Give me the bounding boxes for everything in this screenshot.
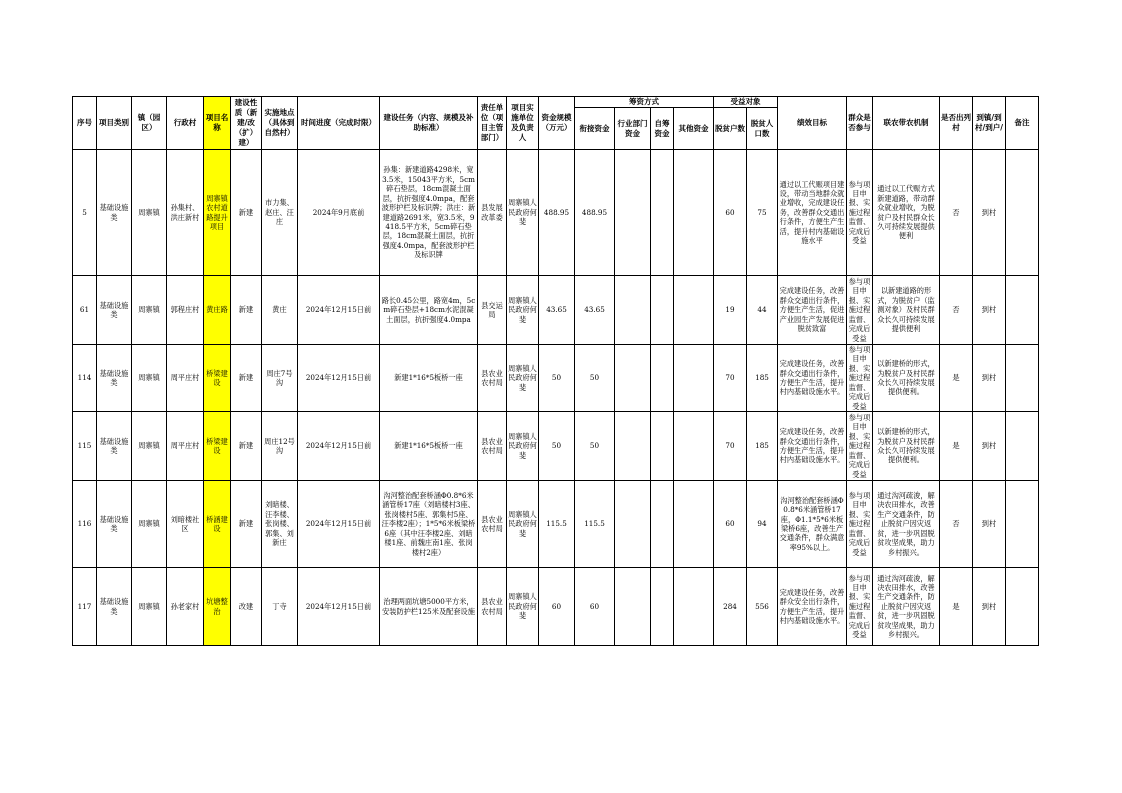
fund-industry-cell <box>615 276 651 345</box>
header-implementing-unit: 项目实施单位及负责人 <box>507 97 539 150</box>
funding-scale-cell: 488.95 <box>539 150 575 276</box>
mechanism-cell: 通过沟河疏浚，解决农田排水，改善生产交通条件，防止脱贫户因灾返贫，进一步巩固脱贫攻坚成果，助力乡村振兴。 <box>873 568 940 646</box>
implementing-unit-cell: 周寨镇人民政府何斐 <box>507 481 539 568</box>
location-cell: 丁寺 <box>262 568 298 646</box>
reach-cell: 到村 <box>973 276 1006 345</box>
fund-linked-cell: 115.5 <box>575 481 615 568</box>
header-participation: 群众是否参与 <box>847 97 873 150</box>
progress-cell: 2024年12月15日前 <box>298 276 380 345</box>
funding-scale-cell: 43.65 <box>539 276 575 345</box>
town-cell: 周寨镇 <box>132 345 167 412</box>
responsible-unit-cell: 县农业农村局 <box>478 345 507 412</box>
build-type-cell: 新建 <box>231 276 262 345</box>
header-fund-industry: 行业部门资金 <box>615 108 651 150</box>
fund-other-cell <box>674 568 714 646</box>
header-poor-households: 脱贫户数 <box>714 108 747 150</box>
build-type-cell: 新建 <box>231 481 262 568</box>
participation-cell: 参与项目申报、实施过程监督、完成后受益 <box>847 568 873 646</box>
project-table <box>72 96 1039 646</box>
poor-households-cell: 70 <box>714 412 747 481</box>
table-row <box>73 276 1039 345</box>
progress-cell: 2024年12月15日前 <box>298 481 380 568</box>
responsible-unit-cell: 县农业农村局 <box>478 412 507 481</box>
town-cell: 周寨镇 <box>132 481 167 568</box>
funding-scale-cell: 50 <box>539 412 575 481</box>
poor-households-cell: 60 <box>714 150 747 276</box>
town-cell: 周寨镇 <box>132 150 167 276</box>
project-name-cell: 周寨镇农村道路提升项目 <box>204 150 231 276</box>
reach-cell: 到村 <box>973 568 1006 646</box>
poor-people-cell: 556 <box>747 568 778 646</box>
town-cell: 周寨镇 <box>132 276 167 345</box>
row-number: 117 <box>73 568 97 646</box>
poor-households-cell: 60 <box>714 481 747 568</box>
fund-self-cell <box>651 345 674 412</box>
build-type-cell: 新建 <box>231 412 262 481</box>
fund-self-cell <box>651 412 674 481</box>
location-cell: 黄庄 <box>262 276 298 345</box>
header-build-type: 建设性质（新建/改（扩）建） <box>231 97 262 150</box>
responsible-unit-cell: 县农业农村局 <box>478 481 507 568</box>
task-cell: 新建1*16*5板桥一座 <box>380 412 478 481</box>
build-type-cell: 新建 <box>231 150 262 276</box>
mechanism-cell: 以新建桥的形式，为脱贫户及村民群众长久可持续发展提供便利。 <box>873 345 940 412</box>
header-progress: 时间进度（完成时限） <box>298 97 380 150</box>
category-cell: 基础设施类 <box>97 345 132 412</box>
fund-self-cell <box>651 150 674 276</box>
row-number: 116 <box>73 481 97 568</box>
header-goal: 绩效目标 <box>778 97 847 150</box>
poor-people-cell: 94 <box>747 481 778 568</box>
task-cell: 治理两面坑塘5000平方米，安装防护栏125米及配套设施 <box>380 568 478 646</box>
header-reach: 到镇/到村/到户/ <box>973 97 1006 150</box>
poor-people-cell: 75 <box>747 150 778 276</box>
town-cell: 周寨镇 <box>132 412 167 481</box>
progress-cell: 2024年9月底前 <box>298 150 380 276</box>
header-out-village: 是否出列村 <box>940 97 973 150</box>
row-number: 114 <box>73 345 97 412</box>
goal-cell: 完成建设任务，改善群众交通出行条件，方便生产生活，促进产业园生产发展促进脱贫致富 <box>778 276 847 345</box>
header-mechanism: 联农带农机制 <box>873 97 940 150</box>
village-cell: 刘暗楼社区 <box>167 481 204 568</box>
table-row <box>73 568 1039 646</box>
fund-industry-cell <box>615 412 651 481</box>
participation-cell: 参与项目申报、实施过程监督、完成后受益 <box>847 481 873 568</box>
header-no: 序号 <box>73 97 97 150</box>
village-cell: 周平庄村 <box>167 345 204 412</box>
goal-cell: 完成建设任务，改善群众安全出行条件，方便生产生活，提升村内基础设施水平。 <box>778 568 847 646</box>
header-funding-scale: 资金规模（万元） <box>539 97 575 150</box>
poor-households-cell: 70 <box>714 345 747 412</box>
task-cell: 孙集：新建道路4298米，宽3.5米，15043平方米，5cm碎石垫层，18cm混凝土面层，抗折强度4.0mpa，配套波形护栏及标识牌；洪庄：新建道路2691米，宽3.5米，9418.5平方米，5cm碎石垫层，18cm混凝土面层，抗折强度4.0mpa，配套波形护栏及标识牌 <box>380 150 478 276</box>
reach-cell: 到村 <box>973 412 1006 481</box>
out-village-cell: 是 <box>940 345 973 412</box>
participation-cell: 参与项目申报、实施过程监督、完成后受益 <box>847 150 873 276</box>
village-cell: 孙集村、洪庄新村 <box>167 150 204 276</box>
location-cell: 周庄7号沟 <box>262 345 298 412</box>
poor-people-cell: 185 <box>747 345 778 412</box>
fund-linked-cell: 60 <box>575 568 615 646</box>
header-note: 备注 <box>1006 97 1039 150</box>
category-cell: 基础设施类 <box>97 150 132 276</box>
poor-households-cell: 19 <box>714 276 747 345</box>
note-cell <box>1006 568 1039 646</box>
participation-cell: 参与项目申报、实施过程监督、完成后受益 <box>847 412 873 481</box>
header-village: 行政村 <box>167 97 204 150</box>
funding-scale-cell: 50 <box>539 345 575 412</box>
mechanism-cell: 以新建桥的形式，为脱贫户及村民群众长久可持续发展提供便利。 <box>873 412 940 481</box>
project-name-cell: 坑塘整治 <box>204 568 231 646</box>
table-body <box>73 150 1039 646</box>
table-row <box>73 412 1039 481</box>
header-fund-self: 自筹资金 <box>651 108 674 150</box>
participation-cell: 参与项目申报、实施过程监督、完成后受益 <box>847 276 873 345</box>
task-cell: 路长0.45公里，路宽4m，5cm碎石垫层+18cm水泥混凝土面层，抗折强度4.0mpa <box>380 276 478 345</box>
header-poor-people: 脱贫人口数 <box>747 108 778 150</box>
reach-cell: 到村 <box>973 345 1006 412</box>
project-name-cell: 黄庄路 <box>204 276 231 345</box>
reach-cell: 到村 <box>973 481 1006 568</box>
mechanism-cell: 以新建道路的形式，为脱贫户（监测对象）及村民群众长久可持续发展提供便利 <box>873 276 940 345</box>
progress-cell: 2024年12月15日前 <box>298 568 380 646</box>
out-village-cell: 是 <box>940 412 973 481</box>
mechanism-cell: 通过沟河疏浚，解决农田排水，改善生产交通条件，防止脱贫户因灾返贫，进一步巩固脱贫攻坚成果，助力乡村振兴。 <box>873 481 940 568</box>
note-cell <box>1006 150 1039 276</box>
header-fund-linked: 衔接资金 <box>575 108 615 150</box>
table-row <box>73 481 1039 568</box>
out-village-cell: 否 <box>940 481 973 568</box>
implementing-unit-cell: 周寨镇人民政府何斐 <box>507 150 539 276</box>
progress-cell: 2024年12月15日前 <box>298 412 380 481</box>
build-type-cell: 改建 <box>231 568 262 646</box>
reach-cell: 到村 <box>973 150 1006 276</box>
row-number: 115 <box>73 412 97 481</box>
fund-linked-cell: 488.95 <box>575 150 615 276</box>
village-cell: 孙老家村 <box>167 568 204 646</box>
table-row <box>73 345 1039 412</box>
fund-self-cell <box>651 568 674 646</box>
fund-other-cell <box>674 150 714 276</box>
note-cell <box>1006 276 1039 345</box>
fund-linked-cell: 50 <box>575 412 615 481</box>
project-name-cell: 桥梁建设 <box>204 412 231 481</box>
fund-self-cell <box>651 481 674 568</box>
fund-industry-cell <box>615 568 651 646</box>
fund-linked-cell: 43.65 <box>575 276 615 345</box>
header-funding-group: 筹资方式 <box>575 97 714 108</box>
fund-industry-cell <box>615 150 651 276</box>
village-cell: 周平庄村 <box>167 412 204 481</box>
header-project-name: 项目名称 <box>204 97 231 150</box>
town-cell: 周寨镇 <box>132 568 167 646</box>
header-fund-other: 其他资金 <box>674 108 714 150</box>
fund-other-cell <box>674 345 714 412</box>
funding-scale-cell: 115.5 <box>539 481 575 568</box>
project-name-cell: 桥梁建设 <box>204 345 231 412</box>
implementing-unit-cell: 周寨镇人民政府何斐 <box>507 345 539 412</box>
row-number: 5 <box>73 150 97 276</box>
build-type-cell: 新建 <box>231 345 262 412</box>
fund-industry-cell <box>615 481 651 568</box>
participation-cell: 参与项目申报、实施过程监督、完成后受益 <box>847 345 873 412</box>
goal-cell: 沟河整治配套桥涵Φ0.8*6米涵管桥17座，Φ1.1*5*6米板梁桥6座，改善生产交通条件，群众满意率95%以上。 <box>778 481 847 568</box>
header-location: 实施地点（具体到自然村） <box>262 97 298 150</box>
fund-other-cell <box>674 412 714 481</box>
header-responsible-unit: 责任单位（项目主管部门） <box>478 97 507 150</box>
goal-cell: 通过以工代赈项目建设，带动当地群众就业增收，完成建设任务，改善群众交通出行条件，方便生产生活，提升村内基础设施水平 <box>778 150 847 276</box>
out-village-cell: 是 <box>940 568 973 646</box>
responsible-unit-cell: 县交运局 <box>478 276 507 345</box>
header-task: 建设任务（内容、规模及补助标准） <box>380 97 478 150</box>
village-cell: 郭程庄村 <box>167 276 204 345</box>
header-town: 镇（园区） <box>132 97 167 150</box>
note-cell <box>1006 412 1039 481</box>
table-row <box>73 150 1039 276</box>
category-cell: 基础设施类 <box>97 568 132 646</box>
task-cell: 沟河整治配套桥涵Φ0.8*6米涵管桥17座（刘暗楼村3座、张岗楼村5座、郭集村5座、汪李楼2座）；1*5*6米板梁桥6座（其中汪李楼2座、刘暗楼1座、前魏庄南1座、张岗楼村2座） <box>380 481 478 568</box>
header-beneficiary-group: 受益对象 <box>714 97 778 108</box>
header-category: 项目类别 <box>97 97 132 150</box>
fund-self-cell <box>651 276 674 345</box>
responsible-unit-cell: 县发展改革委 <box>478 150 507 276</box>
note-cell <box>1006 481 1039 568</box>
goal-cell: 完成建设任务，改善群众交通出行条件，方便生产生活，提升村内基础设施水平。 <box>778 345 847 412</box>
poor-households-cell: 284 <box>714 568 747 646</box>
funding-scale-cell: 60 <box>539 568 575 646</box>
poor-people-cell: 44 <box>747 276 778 345</box>
task-cell: 新建1*16*5板桥一座 <box>380 345 478 412</box>
implementing-unit-cell: 周寨镇人民政府何斐 <box>507 412 539 481</box>
note-cell <box>1006 345 1039 412</box>
progress-cell: 2024年12月15日前 <box>298 345 380 412</box>
row-number: 61 <box>73 276 97 345</box>
goal-cell: 完成建设任务，改善群众交通出行条件，方便生产生活，提升村内基础设施水平。 <box>778 412 847 481</box>
poor-people-cell: 185 <box>747 412 778 481</box>
out-village-cell: 否 <box>940 150 973 276</box>
fund-linked-cell: 50 <box>575 345 615 412</box>
out-village-cell: 否 <box>940 276 973 345</box>
location-cell: 市力集、赵庄、汪庄 <box>262 150 298 276</box>
location-cell: 刘暗楼、汪李楼、张岗楼、郭集、刘新庄 <box>262 481 298 568</box>
implementing-unit-cell: 周寨镇人民政府何斐 <box>507 276 539 345</box>
fund-other-cell <box>674 481 714 568</box>
fund-industry-cell <box>615 345 651 412</box>
category-cell: 基础设施类 <box>97 412 132 481</box>
project-name-cell: 桥涵建设 <box>204 481 231 568</box>
category-cell: 基础设施类 <box>97 481 132 568</box>
location-cell: 周庄12号沟 <box>262 412 298 481</box>
category-cell: 基础设施类 <box>97 276 132 345</box>
mechanism-cell: 通过以工代赈方式新建道路，带动群众就业增收，为脱贫户及村民群众长久可持续发展提供便利 <box>873 150 940 276</box>
implementing-unit-cell: 周寨镇人民政府何斐 <box>507 568 539 646</box>
fund-other-cell <box>674 276 714 345</box>
responsible-unit-cell: 县农业农村局 <box>478 568 507 646</box>
